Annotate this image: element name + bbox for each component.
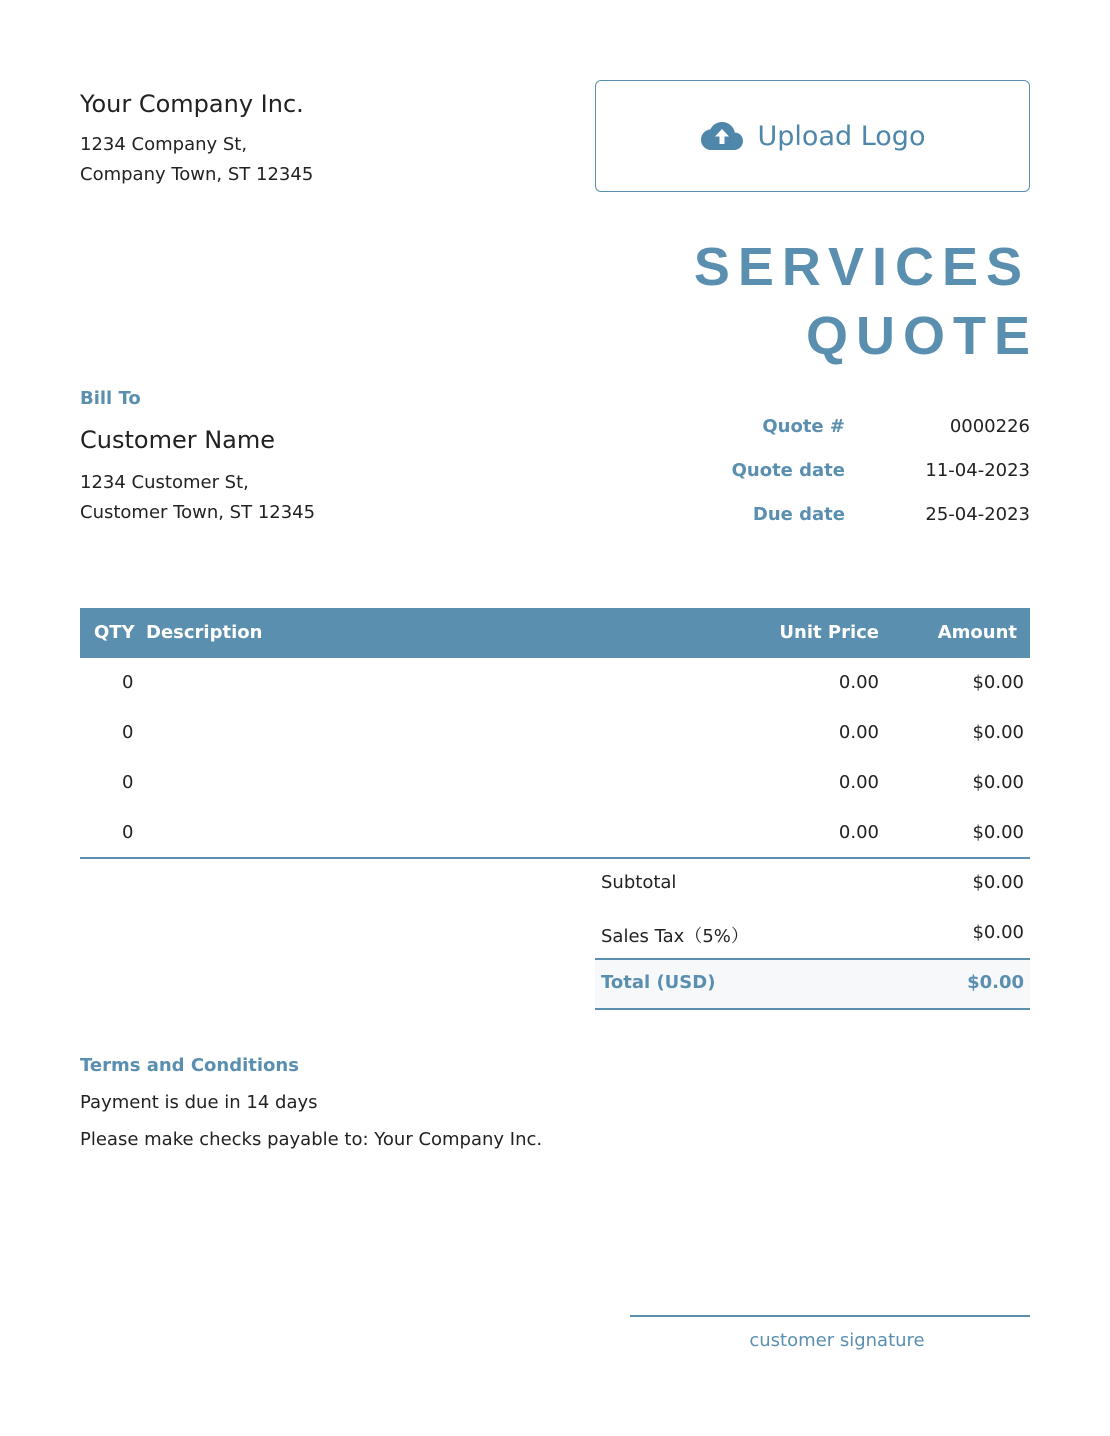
quote-date-value[interactable]: 11-04-2023 xyxy=(925,460,1030,481)
total-value: $0.00 xyxy=(967,972,1024,993)
description-header: Description xyxy=(146,622,263,643)
subtotal-label: Subtotal xyxy=(601,872,677,893)
row-qty[interactable]: 0 xyxy=(122,822,134,843)
row-unit-price[interactable]: 0.00 xyxy=(838,672,879,693)
customer-name[interactable]: Customer Name xyxy=(80,426,276,454)
signature-label: customer signature xyxy=(749,1330,925,1351)
upload-logo-button[interactable] xyxy=(595,80,1030,192)
quote-number-value[interactable]: 0000226 xyxy=(949,416,1030,437)
upload-logo-label: Upload Logo xyxy=(757,120,926,152)
line-items-table xyxy=(80,608,1030,858)
table-header xyxy=(80,608,1030,658)
sales-tax-row xyxy=(595,909,1030,957)
row-unit-price[interactable]: 0.00 xyxy=(838,722,879,743)
signature-line xyxy=(630,1315,1030,1317)
table-row[interactable] xyxy=(80,758,1030,808)
company-address-line1[interactable]: 1234 Company St, xyxy=(80,134,248,155)
row-amount: $0.00 xyxy=(972,772,1024,793)
row-qty[interactable]: 0 xyxy=(122,672,134,693)
due-date-value[interactable]: 25-04-2023 xyxy=(925,504,1030,525)
sales-tax-value: $0.00 xyxy=(972,922,1024,943)
subtotal-value: $0.00 xyxy=(972,872,1024,893)
bill-to-label: Bill To xyxy=(80,388,141,409)
quote-number-label: Quote # xyxy=(762,416,845,437)
terms-line2[interactable]: Please make checks payable to: Your Company Inc. xyxy=(80,1129,543,1150)
amount-header: Amount xyxy=(937,622,1017,643)
row-amount: $0.00 xyxy=(972,672,1024,693)
row-unit-price[interactable]: 0.00 xyxy=(838,822,879,843)
document-title-line1: SERVICES xyxy=(693,237,1030,297)
quote-date-label: Quote date xyxy=(731,460,845,481)
terms-heading: Terms and Conditions xyxy=(80,1055,299,1076)
row-unit-price[interactable]: 0.00 xyxy=(838,772,879,793)
unit-price-header: Unit Price xyxy=(779,622,879,643)
row-qty[interactable]: 0 xyxy=(122,772,134,793)
customer-address-line1[interactable]: 1234 Customer St, xyxy=(80,472,249,493)
table-row[interactable] xyxy=(80,808,1030,858)
due-date-label: Due date xyxy=(752,504,845,525)
total-row xyxy=(595,958,1030,1010)
cloud-upload-icon xyxy=(700,120,744,152)
total-label: Total (USD) xyxy=(601,972,716,993)
row-amount: $0.00 xyxy=(972,822,1024,843)
company-name[interactable]: Your Company Inc. xyxy=(80,90,304,118)
table-row[interactable] xyxy=(80,658,1030,708)
subtotal-row xyxy=(595,859,1030,907)
table-row[interactable] xyxy=(80,708,1030,758)
row-qty[interactable]: 0 xyxy=(122,722,134,743)
company-address-line2[interactable]: Company Town, ST 12345 xyxy=(80,164,314,185)
row-amount: $0.00 xyxy=(972,722,1024,743)
sales-tax-label[interactable]: Sales Tax（5%） xyxy=(601,926,749,947)
customer-address-line2[interactable]: Customer Town, ST 12345 xyxy=(80,502,316,523)
terms-line1[interactable]: Payment is due in 14 days xyxy=(80,1092,318,1113)
document-title-line2: QUOTE xyxy=(805,306,1038,366)
qty-header: QTY xyxy=(94,622,135,643)
